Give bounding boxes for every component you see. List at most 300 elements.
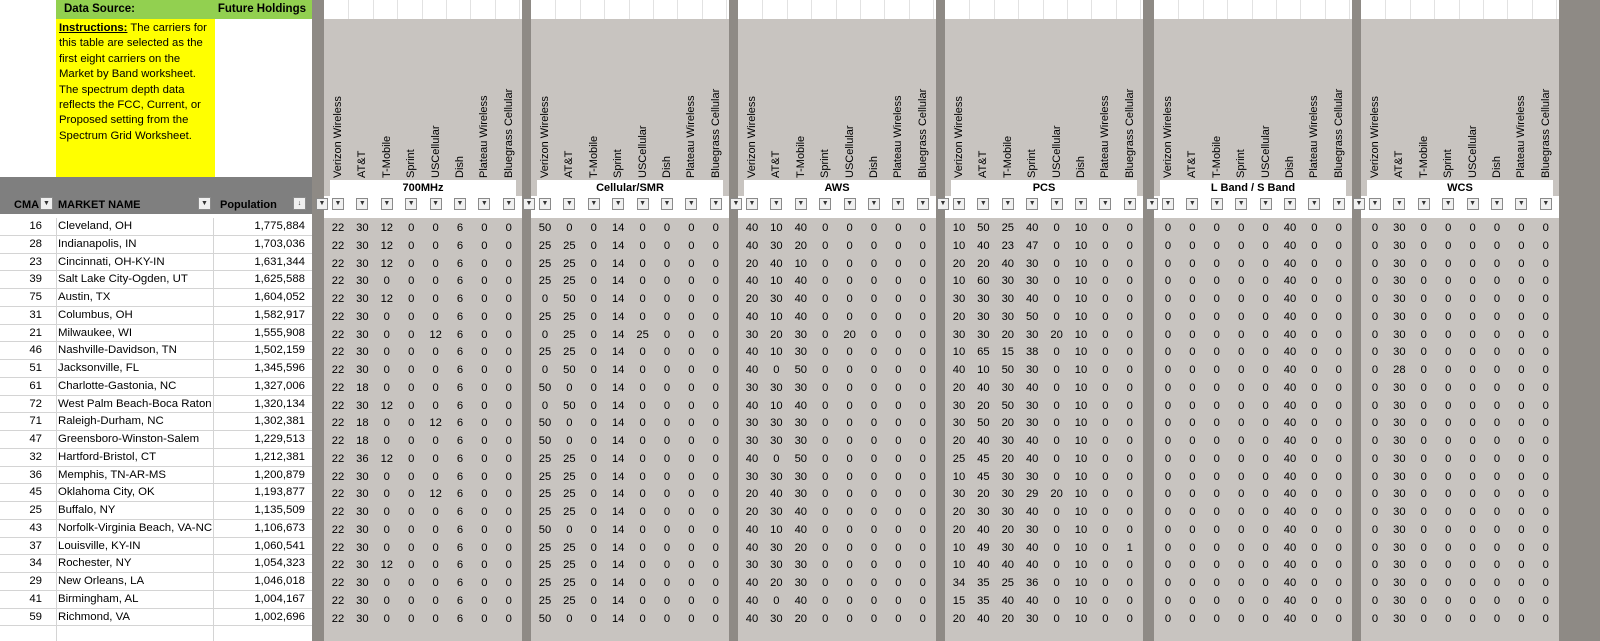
spectrum-value-cell[interactable]: 14 [611,346,625,359]
spectrum-value-cell[interactable]: 10 [952,541,966,554]
column-filter-button[interactable]: ▼ [405,198,417,210]
spectrum-value-cell[interactable]: 22 [331,328,345,341]
spectrum-value-cell[interactable]: 22 [331,399,345,412]
spectrum-value-cell[interactable]: 0 [1164,506,1172,518]
column-filter-button[interactable]: ▼ [710,198,722,210]
spectrum-value-cell[interactable]: 0 [408,612,415,625]
column-filter-button[interactable]: ▼ [637,198,649,210]
spectrum-value-cell[interactable]: 0 [590,417,597,430]
spectrum-value-cell[interactable]: 22 [331,612,345,625]
spectrum-value-cell[interactable]: 0 [639,239,646,252]
spectrum-value-cell[interactable]: 6 [456,310,464,323]
spectrum-value-cell[interactable]: 0 [590,399,597,412]
spectrum-value-cell[interactable]: 0 [1420,435,1427,447]
spectrum-value-cell[interactable]: 30 [977,506,990,518]
spectrum-value-cell[interactable]: 6 [456,435,464,447]
spectrum-value-cell[interactable]: 0 [590,612,597,625]
spectrum-value-cell[interactable]: 0 [1445,257,1452,270]
spectrum-value-cell[interactable]: 0 [590,222,597,234]
spectrum-value-cell[interactable]: 0 [481,559,488,572]
spectrum-value-cell[interactable]: 25 [952,452,966,465]
spectrum-value-cell[interactable]: 29 [1025,488,1039,501]
spectrum-value-cell[interactable]: 45 [977,470,990,483]
spectrum-value-cell[interactable]: 0 [1238,417,1245,430]
spectrum-value-cell[interactable]: 0 [1445,328,1452,341]
spectrum-value-cell[interactable]: 30 [1393,417,1406,430]
spectrum-value-cell[interactable]: 12 [380,399,394,412]
spectrum-value-cell[interactable]: 10 [770,222,783,234]
spectrum-value-cell[interactable]: 20 [1001,452,1015,465]
spectrum-value-cell[interactable]: 0 [1262,523,1269,536]
spectrum-value-cell[interactable]: 22 [331,470,345,483]
market-name-cell[interactable]: New Orleans, LA [58,575,145,587]
spectrum-value-cell[interactable]: 0 [1542,435,1549,447]
spectrum-value-cell[interactable]: 0 [1420,239,1427,252]
spectrum-value-cell[interactable]: 0 [639,293,646,305]
spectrum-value-cell[interactable]: 0 [663,257,671,270]
spectrum-value-cell[interactable]: 25 [563,594,576,607]
spectrum-value-cell[interactable]: 40 [1283,275,1297,288]
population-cell[interactable]: 1,135,509 [254,504,305,516]
spectrum-value-cell[interactable]: 0 [1053,239,1060,252]
spectrum-value-cell[interactable]: 50 [563,293,576,305]
spectrum-value-cell[interactable]: 50 [1001,364,1015,376]
spectrum-value-cell[interactable]: 25 [538,594,552,607]
population-cell[interactable]: 1,060,541 [254,539,305,552]
spectrum-value-cell[interactable]: 0 [1335,381,1342,394]
spectrum-value-cell[interactable]: 0 [895,346,902,359]
spectrum-value-cell[interactable]: 30 [356,506,369,518]
spectrum-value-cell[interactable]: 0 [919,222,926,234]
spectrum-value-cell[interactable]: 0 [846,470,853,483]
spectrum-value-cell[interactable]: 0 [1238,346,1245,359]
spectrum-value-cell[interactable]: 25 [563,452,576,465]
spectrum-value-cell[interactable]: 40 [1025,559,1039,572]
spectrum-value-cell[interactable]: 0 [712,346,719,359]
spectrum-value-cell[interactable]: 0 [639,577,646,589]
cma-cell[interactable]: 45 [29,486,42,499]
spectrum-value-cell[interactable]: 20 [843,328,856,341]
spectrum-value-cell[interactable]: 0 [505,594,512,607]
cma-cell[interactable]: 46 [29,344,42,357]
spectrum-value-cell[interactable]: 0 [1164,328,1172,341]
column-filter-button[interactable]: ▼ [1235,198,1247,210]
spectrum-value-cell[interactable]: 0 [1126,275,1133,288]
spectrum-value-cell[interactable]: 50 [1025,310,1039,323]
spectrum-value-cell[interactable]: 0 [1102,506,1109,518]
spectrum-value-cell[interactable]: 0 [590,488,597,501]
spectrum-value-cell[interactable]: 0 [590,594,597,607]
spectrum-value-cell[interactable]: 0 [639,417,646,430]
spectrum-value-cell[interactable]: 0 [1126,399,1133,412]
column-filter-button[interactable]: ▼ [892,198,904,210]
spectrum-value-cell[interactable]: 0 [712,506,719,518]
spectrum-value-cell[interactable]: 0 [1371,364,1379,376]
spectrum-value-cell[interactable]: 50 [538,222,552,234]
spectrum-value-cell[interactable]: 0 [1493,381,1501,394]
spectrum-value-cell[interactable]: 40 [745,594,759,607]
table-row[interactable] [0,538,312,556]
spectrum-value-cell[interactable]: 14 [611,381,625,394]
market-name-cell[interactable]: Rochester, NY [58,557,132,570]
spectrum-value-cell[interactable]: 47 [1025,239,1039,252]
spectrum-value-cell[interactable]: 0 [1371,257,1379,270]
spectrum-value-cell[interactable]: 0 [1371,222,1379,234]
spectrum-value-cell[interactable]: 0 [688,275,695,288]
spectrum-value-cell[interactable]: 0 [1213,399,1220,412]
spectrum-value-cell[interactable]: 40 [745,541,759,554]
spectrum-value-cell[interactable]: 0 [1238,328,1245,341]
spectrum-value-cell[interactable]: 30 [1393,399,1406,412]
spectrum-value-cell[interactable]: 30 [1001,488,1015,501]
spectrum-value-cell[interactable]: 0 [1445,452,1452,465]
spectrum-value-cell[interactable]: 0 [408,293,415,305]
spectrum-value-cell[interactable]: 0 [1518,381,1525,394]
spectrum-value-cell[interactable]: 0 [1164,559,1172,572]
spectrum-value-cell[interactable]: 0 [1469,222,1476,234]
spectrum-value-cell[interactable]: 0 [481,488,488,501]
spectrum-value-cell[interactable]: 40 [1025,594,1039,607]
spectrum-value-cell[interactable]: 22 [331,257,345,270]
spectrum-value-cell[interactable]: 0 [1420,222,1427,234]
spectrum-value-cell[interactable]: 25 [563,239,576,252]
column-filter-button[interactable]: ▼ [316,198,328,210]
spectrum-value-cell[interactable]: 10 [952,346,966,359]
spectrum-value-cell[interactable]: 0 [541,399,549,412]
spectrum-value-cell[interactable]: 50 [538,381,552,394]
spectrum-value-cell[interactable]: 30 [356,470,369,483]
spectrum-value-cell[interactable]: 0 [1335,222,1342,234]
spectrum-value-cell[interactable]: 0 [1542,364,1549,376]
spectrum-value-cell[interactable]: 0 [1542,612,1549,625]
spectrum-value-cell[interactable]: 0 [1518,470,1525,483]
spectrum-value-cell[interactable]: 0 [1262,452,1269,465]
spectrum-value-cell[interactable]: 10 [1074,257,1088,270]
spectrum-value-cell[interactable]: 0 [1542,470,1549,483]
spectrum-value-cell[interactable]: 0 [1053,612,1060,625]
spectrum-value-cell[interactable]: 0 [383,364,390,376]
spectrum-value-cell[interactable]: 0 [895,559,902,572]
table-row[interactable] [0,484,312,502]
spectrum-value-cell[interactable]: 0 [1262,541,1269,554]
spectrum-value-cell[interactable]: 0 [1371,293,1379,305]
spectrum-value-cell[interactable]: 0 [639,452,646,465]
spectrum-value-cell[interactable]: 0 [1126,435,1133,447]
spectrum-value-cell[interactable]: 30 [794,435,808,447]
spectrum-value-cell[interactable]: 0 [1189,399,1196,412]
spectrum-value-cell[interactable]: 18 [356,417,369,430]
spectrum-value-cell[interactable]: 0 [1164,435,1172,447]
column-filter-button[interactable]: ▼ [1308,198,1320,210]
spectrum-value-cell[interactable]: 0 [566,417,573,430]
market-name-cell[interactable]: Louisville, KY-IN [58,539,141,552]
spectrum-value-cell[interactable]: 30 [1025,523,1039,536]
column-filter-button[interactable]: ▼ [503,198,515,210]
spectrum-value-cell[interactable]: 30 [1025,399,1039,412]
spectrum-value-cell[interactable]: 20 [952,523,966,536]
table-row[interactable] [0,520,312,538]
spectrum-value-cell[interactable]: 40 [1025,452,1039,465]
population-cell[interactable]: 1,200,879 [254,468,305,481]
table-row[interactable] [0,502,312,520]
spectrum-value-cell[interactable]: 50 [794,452,808,465]
spectrum-value-cell[interactable]: 25 [538,506,552,518]
spectrum-value-cell[interactable]: 0 [1542,506,1549,518]
spectrum-value-cell[interactable]: 0 [870,328,878,341]
spectrum-value-cell[interactable]: 0 [1189,452,1196,465]
spectrum-value-cell[interactable]: 0 [895,222,902,234]
spectrum-value-cell[interactable]: 0 [505,523,512,536]
spectrum-value-cell[interactable]: 0 [688,577,695,589]
spectrum-value-cell[interactable]: 0 [1445,612,1452,625]
spectrum-value-cell[interactable]: 0 [505,275,512,288]
population-cell[interactable]: 1,046,018 [254,575,305,587]
spectrum-value-cell[interactable]: 0 [1493,594,1501,607]
spectrum-value-cell[interactable]: 25 [563,506,576,518]
spectrum-value-cell[interactable]: 30 [1025,328,1039,341]
spectrum-value-cell[interactable]: 50 [563,364,576,376]
spectrum-value-cell[interactable]: 0 [1262,594,1269,607]
population-cell[interactable]: 1,320,134 [254,397,305,410]
spectrum-value-cell[interactable]: 0 [712,222,719,234]
column-filter-button[interactable]: ▼ [1442,198,1454,210]
spectrum-value-cell[interactable]: 0 [1311,435,1318,447]
spectrum-value-cell[interactable]: 0 [1518,222,1525,234]
spectrum-value-cell[interactable]: 40 [794,275,808,288]
spectrum-value-cell[interactable]: 22 [331,381,345,394]
spectrum-value-cell[interactable]: 6 [456,239,464,252]
spectrum-value-cell[interactable]: 0 [1371,506,1379,518]
spectrum-value-cell[interactable]: 40 [745,310,759,323]
spectrum-value-cell[interactable]: 0 [383,417,390,430]
spectrum-value-cell[interactable]: 0 [1238,523,1245,536]
spectrum-value-cell[interactable]: 0 [1542,257,1549,270]
spectrum-value-cell[interactable]: 0 [1102,239,1109,252]
spectrum-value-cell[interactable]: 0 [505,310,512,323]
spectrum-value-cell[interactable]: 0 [1469,310,1476,323]
spectrum-value-cell[interactable]: 1 [1126,541,1133,554]
spectrum-value-cell[interactable]: 0 [1335,594,1342,607]
spectrum-value-cell[interactable]: 0 [1311,399,1318,412]
spectrum-value-cell[interactable]: 0 [822,470,829,483]
column-filter-button[interactable]: ▼ [1369,198,1381,210]
spectrum-value-cell[interactable]: 0 [822,577,829,589]
spectrum-value-cell[interactable]: 30 [356,364,369,376]
spectrum-value-cell[interactable]: 30 [1393,452,1406,465]
spectrum-value-cell[interactable]: 0 [870,577,878,589]
spectrum-value-cell[interactable]: 40 [794,594,808,607]
spectrum-value-cell[interactable]: 22 [331,275,345,288]
spectrum-value-cell[interactable]: 0 [1126,488,1133,501]
spectrum-value-cell[interactable]: 18 [356,435,369,447]
spectrum-value-cell[interactable]: 0 [566,381,573,394]
column-filter-button[interactable]: ▼ [332,198,344,210]
spectrum-value-cell[interactable]: 0 [1445,222,1452,234]
market-name-cell[interactable]: Charlotte-Gastonia, NC [58,379,177,392]
column-filter-button[interactable]: ▼ [1124,198,1136,210]
spectrum-value-cell[interactable]: 0 [1126,559,1133,572]
spectrum-value-cell[interactable]: 0 [822,612,829,625]
spectrum-value-cell[interactable]: 0 [846,559,853,572]
spectrum-value-cell[interactable]: 30 [1393,328,1406,341]
spectrum-value-cell[interactable]: 0 [481,239,488,252]
spectrum-value-cell[interactable]: 0 [408,417,415,430]
spectrum-value-cell[interactable]: 30 [977,293,990,305]
spectrum-value-cell[interactable]: 0 [590,577,597,589]
spectrum-value-cell[interactable]: 0 [1469,541,1476,554]
spectrum-value-cell[interactable]: 6 [456,275,464,288]
spectrum-value-cell[interactable]: 0 [1493,488,1501,501]
spectrum-value-cell[interactable]: 0 [590,470,597,483]
spectrum-value-cell[interactable]: 0 [505,293,512,305]
spectrum-value-cell[interactable]: 0 [1213,364,1220,376]
spectrum-value-cell[interactable]: 0 [1189,577,1196,589]
spectrum-value-cell[interactable]: 0 [1262,222,1269,234]
spectrum-value-cell[interactable]: 30 [356,488,369,501]
spectrum-value-cell[interactable]: 0 [895,310,902,323]
spectrum-value-cell[interactable]: 0 [1420,506,1427,518]
spectrum-value-cell[interactable]: 0 [1493,222,1501,234]
cma-cell[interactable]: 51 [29,362,42,374]
spectrum-value-cell[interactable]: 30 [1393,594,1406,607]
table-row[interactable] [0,555,312,573]
spectrum-value-cell[interactable]: 0 [1213,328,1220,341]
spectrum-value-cell[interactable]: 0 [383,541,390,554]
spectrum-value-cell[interactable]: 30 [1025,612,1039,625]
spectrum-value-cell[interactable]: 0 [712,399,719,412]
spectrum-value-cell[interactable]: 0 [688,310,695,323]
spectrum-value-cell[interactable]: 0 [1469,506,1476,518]
spectrum-value-cell[interactable]: 0 [1238,399,1245,412]
spectrum-value-cell[interactable]: 14 [611,594,625,607]
spectrum-value-cell[interactable]: 0 [1102,523,1109,536]
spectrum-value-cell[interactable]: 10 [1074,275,1088,288]
spectrum-value-cell[interactable]: 0 [1189,594,1196,607]
spectrum-value-cell[interactable]: 0 [846,541,853,554]
spectrum-value-cell[interactable]: 40 [1283,594,1297,607]
spectrum-value-cell[interactable]: 0 [1311,523,1318,536]
spectrum-value-cell[interactable]: 6 [456,417,464,430]
spectrum-value-cell[interactable]: 0 [505,470,512,483]
spectrum-value-cell[interactable]: 0 [688,594,695,607]
column-filter-button[interactable]: ▼ [612,198,624,210]
spectrum-value-cell[interactable]: 25 [538,239,552,252]
spectrum-value-cell[interactable]: 25 [563,470,576,483]
spectrum-value-cell[interactable]: 0 [846,257,853,270]
spectrum-value-cell[interactable]: 22 [331,435,345,447]
spectrum-value-cell[interactable]: 0 [505,417,512,430]
spectrum-value-cell[interactable]: 12 [380,239,394,252]
spectrum-value-cell[interactable]: 22 [331,559,345,572]
spectrum-value-cell[interactable]: 40 [1283,399,1297,412]
spectrum-value-cell[interactable]: 0 [1213,594,1220,607]
spectrum-value-cell[interactable]: 0 [590,257,597,270]
spectrum-value-cell[interactable]: 14 [611,293,625,305]
spectrum-value-cell[interactable]: 0 [1126,612,1133,625]
spectrum-value-cell[interactable]: 0 [481,381,488,394]
spectrum-value-cell[interactable]: 0 [1335,435,1342,447]
cma-cell[interactable]: 72 [29,397,42,410]
spectrum-value-cell[interactable]: 0 [1213,239,1220,252]
spectrum-value-cell[interactable]: 0 [505,577,512,589]
spectrum-value-cell[interactable]: 0 [1189,523,1196,536]
spectrum-value-cell[interactable]: 30 [1393,488,1406,501]
spectrum-value-cell[interactable]: 0 [895,523,902,536]
spectrum-value-cell[interactable]: 14 [611,559,625,572]
spectrum-value-cell[interactable]: 0 [481,328,488,341]
spectrum-value-cell[interactable]: 10 [952,470,966,483]
spectrum-value-cell[interactable]: 0 [663,222,671,234]
spectrum-value-cell[interactable]: 0 [1238,364,1245,376]
spectrum-value-cell[interactable]: 0 [895,275,902,288]
spectrum-value-cell[interactable]: 30 [745,328,759,341]
table-row[interactable] [0,449,312,467]
spectrum-value-cell[interactable]: 25 [538,470,552,483]
spectrum-value-cell[interactable]: 0 [712,239,719,252]
spectrum-value-cell[interactable]: 0 [1102,559,1109,572]
spectrum-value-cell[interactable]: 0 [505,346,512,359]
spectrum-value-cell[interactable]: 0 [432,523,439,536]
spectrum-value-cell[interactable]: 0 [1238,257,1245,270]
spectrum-value-cell[interactable]: 0 [1126,470,1133,483]
population-cell[interactable]: 1,345,596 [254,362,305,374]
market-name-cell[interactable]: Memphis, TN-AR-MS [58,468,167,481]
column-filter-button[interactable]: ▼ [588,198,600,210]
spectrum-value-cell[interactable]: 40 [1283,310,1297,323]
spectrum-value-cell[interactable]: 0 [870,310,878,323]
population-cell[interactable]: 1,582,917 [254,308,305,321]
spectrum-value-cell[interactable]: 0 [1493,435,1501,447]
population-cell[interactable]: 1,212,381 [254,450,305,463]
spectrum-value-cell[interactable]: 0 [919,523,926,536]
spectrum-value-cell[interactable]: 30 [745,381,759,394]
spectrum-value-cell[interactable]: 0 [1542,541,1549,554]
spectrum-value-cell[interactable]: 0 [1238,506,1245,518]
spectrum-value-cell[interactable]: 30 [794,470,808,483]
spectrum-value-cell[interactable]: 10 [1074,523,1088,536]
spectrum-value-cell[interactable]: 0 [1518,399,1525,412]
spectrum-value-cell[interactable]: 0 [481,417,488,430]
spectrum-value-cell[interactable]: 0 [1102,222,1109,234]
spectrum-value-cell[interactable]: 0 [895,577,902,589]
spectrum-value-cell[interactable]: 20 [745,506,759,518]
spectrum-value-cell[interactable]: 22 [331,452,345,465]
spectrum-value-cell[interactable]: 30 [952,328,966,341]
spectrum-value-cell[interactable]: 0 [408,239,415,252]
spectrum-value-cell[interactable]: 0 [1420,541,1427,554]
spectrum-value-cell[interactable]: 20 [952,612,966,625]
spectrum-value-cell[interactable]: 10 [1074,293,1088,305]
spectrum-value-cell[interactable]: 0 [1420,399,1427,412]
spectrum-value-cell[interactable]: 0 [895,239,902,252]
spectrum-value-cell[interactable]: 0 [432,346,439,359]
spectrum-value-cell[interactable]: 30 [952,488,966,501]
spectrum-value-cell[interactable]: 30 [356,346,369,359]
spectrum-value-cell[interactable]: 0 [1262,399,1269,412]
market-name-cell[interactable]: Columbus, OH [58,308,133,321]
spectrum-value-cell[interactable]: 0 [432,559,439,572]
spectrum-value-cell[interactable]: 6 [456,577,464,589]
population-cell[interactable]: 1,106,673 [254,521,305,534]
spectrum-value-cell[interactable]: 0 [688,488,695,501]
spectrum-value-cell[interactable]: 0 [712,559,719,572]
spectrum-value-cell[interactable]: 30 [1393,577,1406,589]
spectrum-value-cell[interactable]: 0 [481,364,488,376]
spectrum-value-cell[interactable]: 40 [1283,488,1297,501]
spectrum-value-cell[interactable]: 30 [1393,435,1406,447]
market-name-cell[interactable]: Milwaukee, WI [58,326,133,339]
spectrum-value-cell[interactable]: 0 [1469,364,1476,376]
